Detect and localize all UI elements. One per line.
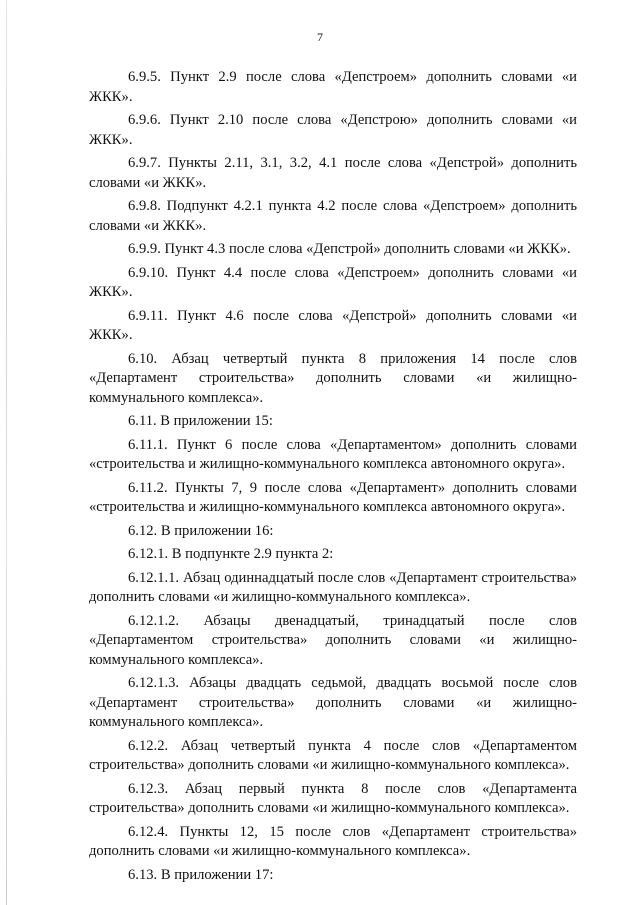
paragraph-6-12-1-2: 6.12.1.2. Абзацы двенадцатый, тринадцатый после слов «Департаментом строительства» дополнить словами «и жилищно-коммунального комплекса». xyxy=(89,612,577,668)
document-body xyxy=(89,68,577,889)
paragraph-6-12-1-3: 6.12.1.3. Абзацы двадцать седьмой, двадцать восьмой после слов «Департамент строительства» дополнить словами «и жилищно-коммунального комплекса». xyxy=(89,675,577,730)
page-number: 7 xyxy=(317,30,323,44)
paragraph-6-12-3: 6.12.3. Абзац первый пункта 8 после слов «Департамента строительства» дополнить словами «и жилищно-коммунального комплекса». xyxy=(89,780,577,816)
paragraph-6-12-1-1: 6.12.1.1. Абзац одиннадцатый после слов «Департамент строительства» дополнить словами «и жилищно-коммунального комплекса». xyxy=(89,569,577,605)
paragraph-6-12-1: 6.12.1. В подпункте 2.9 пункта 2: xyxy=(128,546,334,562)
paragraph-6-9-10: 6.9.10. Пункт 4.4 после слова «Депстроем» дополнить словами «и ЖКК». xyxy=(89,264,577,300)
paragraph-6-11-2: 6.11.2. Пункты 7, 9 после слова «Департамент» дополнить словами «строительства и жилищно-коммунального комплекса автономного округа». xyxy=(89,479,577,515)
paragraph-6-9-11: 6.9.11. Пункт 4.6 после слова «Депстрой» дополнить словами «и ЖКК». xyxy=(89,307,577,343)
paragraph-6-9-5: 6.9.5. Пункт 2.9 после слова «Депстроем» дополнить словами «и ЖКК». xyxy=(89,69,577,105)
paragraph-6-9-9: 6.9.9. Пункт 4.3 после слова «Депстрой» дополнить словами «и ЖКК». xyxy=(128,241,571,257)
paragraph-6-10: 6.10. Абзац четвертый пункта 8 приложения 14 после слов «Департамент строительства» дополнить словами «и жилищно-коммунального комплекса». xyxy=(89,350,577,406)
paragraph-6-12-2: 6.12.2. Абзац четвертый пункта 4 после слов «Департаментом строительства» дополнить словами «и жилищно-коммунального комплекса». xyxy=(89,737,577,773)
paragraph-6-12-4: 6.12.4. Пункты 12, 15 после слов «Департамент строительства» дополнить словами «и жилищно-коммунального комплекса». xyxy=(89,823,577,859)
paragraph-6-13: 6.13. В приложении 17: xyxy=(128,866,274,883)
paragraph-6-9-7: 6.9.7. Пункты 2.11, 3.1, 3.2, 4.1 после слова «Депстрой» дополнить словами «и ЖКК». xyxy=(89,155,577,191)
paragraph-6-11-1: 6.11.1. Пункт 6 после слова «Департаментом» дополнить словами «строительства и жилищно-коммунального комплекса автономного округа». xyxy=(89,436,577,472)
paragraph-6-9-6: 6.9.6. Пункт 2.10 после слова «Депстрою» дополнить словами «и ЖКК». xyxy=(89,112,577,148)
paragraph-6-9-8: 6.9.8. Подпункт 4.2.1 пункта 4.2 после слова «Депстроем» дополнить словами «и ЖКК». xyxy=(89,198,577,234)
paragraph-6-12: 6.12. В приложении 16: xyxy=(128,522,274,539)
scan-edge-line xyxy=(6,0,7,905)
paragraph-6-11: 6.11. В приложении 15: xyxy=(128,413,273,429)
